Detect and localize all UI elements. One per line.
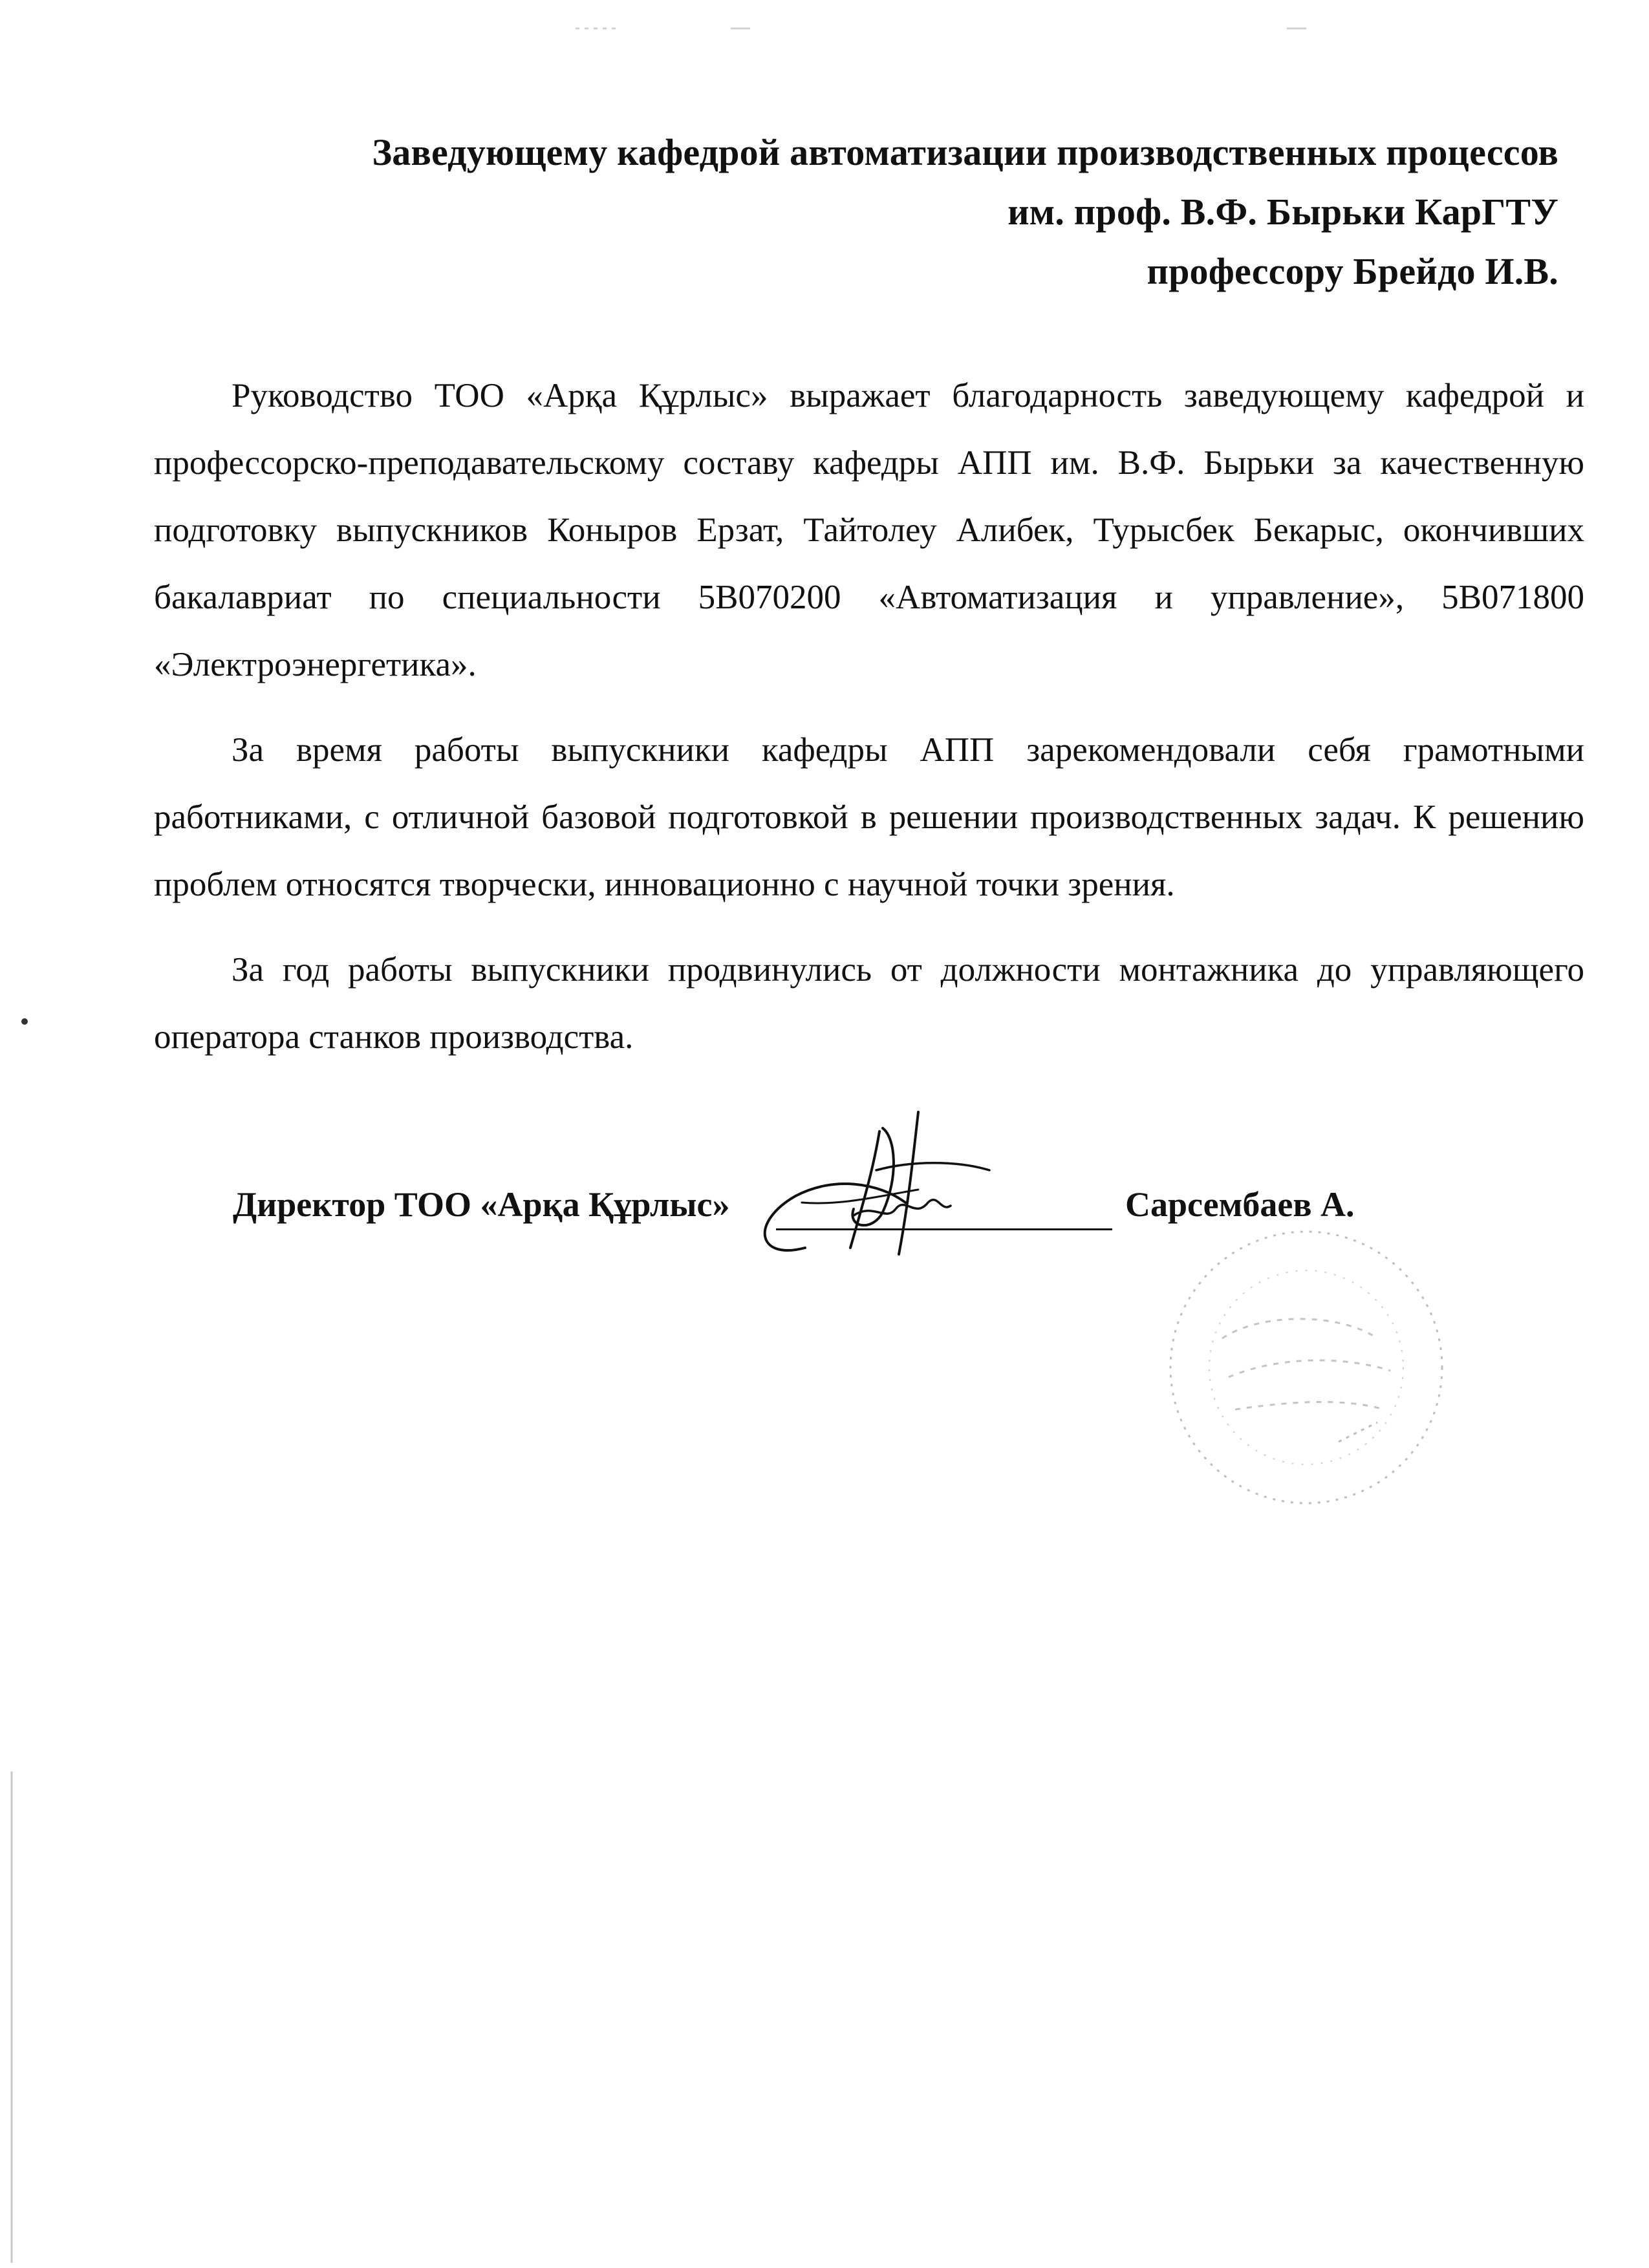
signatory-name: Сарсембаев А. xyxy=(1125,1185,1355,1224)
paragraph-performance: За время работы выпускники кафедры АПП зарекомендовали себя грамотными работниками, с отличной базовой подготовкой в решении производственных задач. К решению проблем относятся творчески, инновационно с научной точки зрения. xyxy=(154,731,1584,903)
addressee-line-3: профессору Брейдо И.В. xyxy=(1147,250,1558,292)
letter-body xyxy=(154,362,1584,1089)
signatory-position: Директор ТОО «Арқа Құрлыс» xyxy=(233,1185,730,1224)
paragraph-promotion: За год работы выпускники продвинулись от должности монтажника до управляющего оператора станков производства. xyxy=(154,951,1584,1056)
addressee-line-1: Заведующему кафедрой автоматизации производственных процессов xyxy=(372,131,1558,173)
handwritten-signature xyxy=(744,1099,1015,1293)
company-stamp xyxy=(1145,1215,1468,1519)
addressee-line-2: им. проф. В.Ф. Бырьки КарГТУ xyxy=(1008,191,1558,233)
paragraph-gratitude: Руководство ТОО «Арқа Құрлыс» выражает благодарность заведующему кафедрой и профессорско-преподавательскому составу кафедры АПП им. В.Ф. Бырьки за качественную подготовку выпускников Коныров Ерзат, Тайтолеу Алибек, Турысбек Бекарыс, окончивших бакалавриат по специальности 5В070200 «Автоматизация и управление», 5В071800 «Электроэнергетика». xyxy=(154,377,1584,683)
addressee-block xyxy=(71,123,1558,301)
